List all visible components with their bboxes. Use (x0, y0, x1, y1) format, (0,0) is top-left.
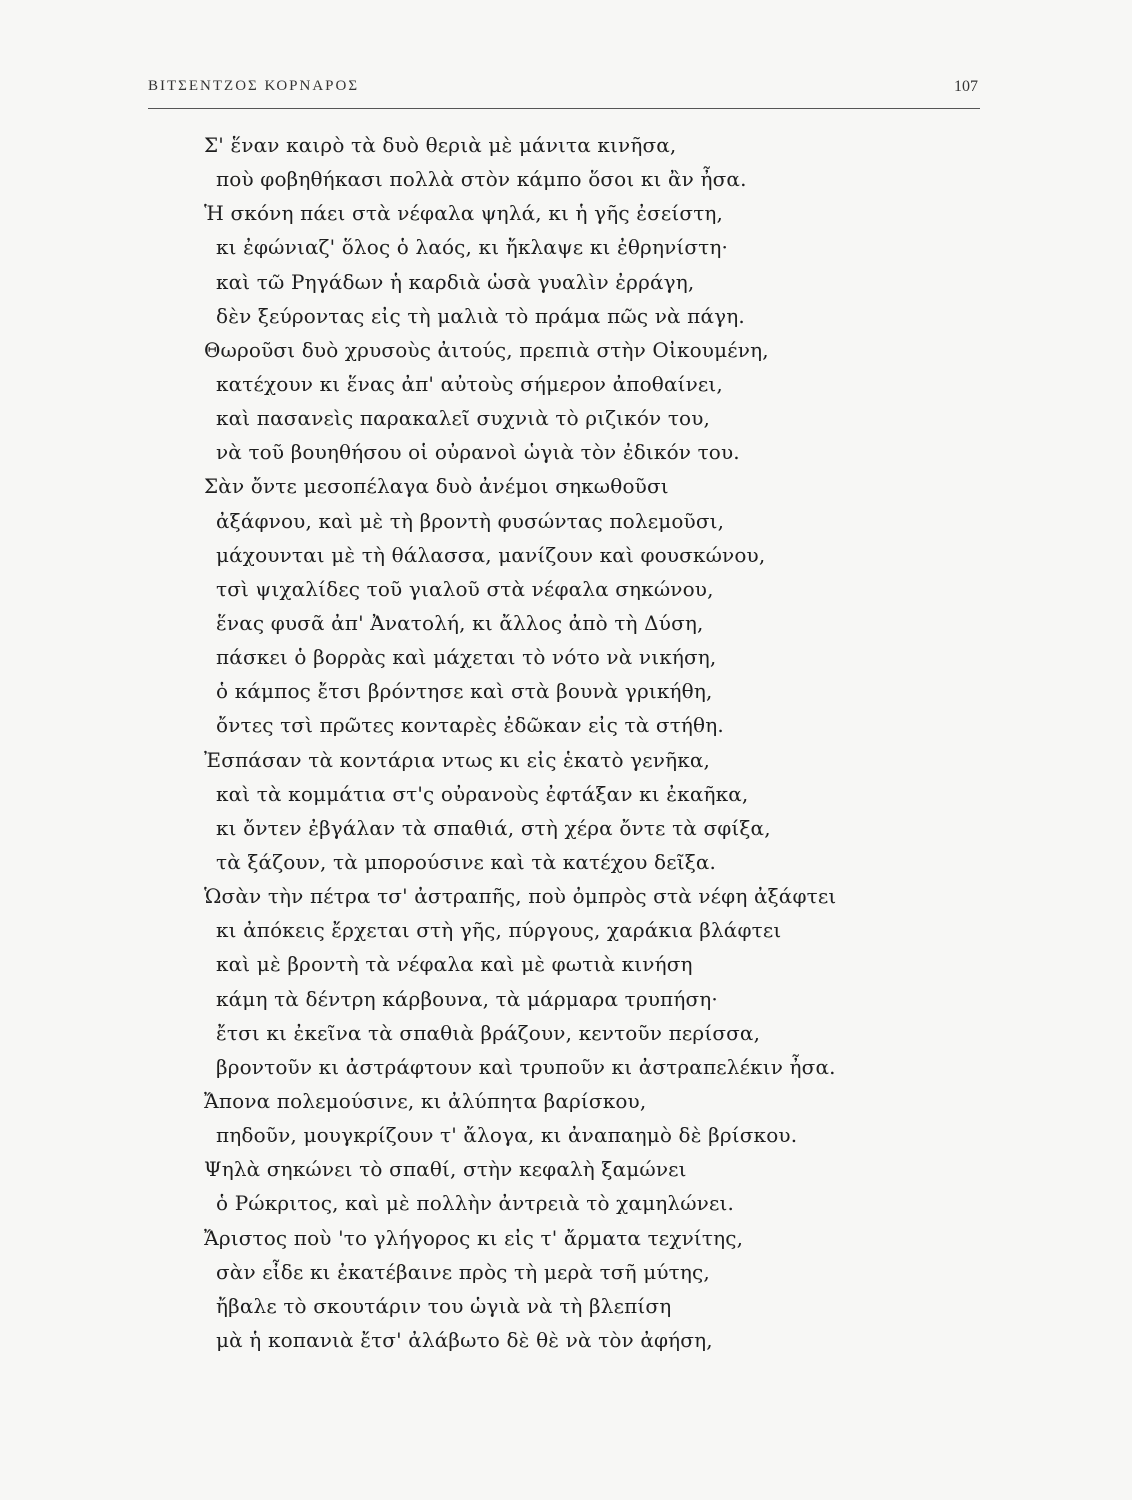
verse-line: ὁ κάμπος ἔτσι βρόντησε καὶ στὰ βουνὰ γρικήθη, (216, 679, 713, 704)
verse-line: ἔτσι κι ἐκεῖνα τὰ σπαθιὰ βράζουν, κεντοῦν περίσσα, (216, 1020, 761, 1045)
verse-line: Ἐσπάσαν τὰ κοντάρια ντως κι εἰς ἑκατὸ γενῆκα, (204, 747, 711, 772)
poem-text (204, 128, 976, 1357)
header-rule (148, 108, 980, 109)
verse-line: κι ἀπόκεις ἔρχεται στὴ γῆς, πύργους, χαράκια βλάφτει (216, 918, 782, 943)
page-header (148, 78, 978, 106)
verse-line: καὶ τῶ Ρηγάδων ἡ καρδιὰ ὡσὰ γυαλὶν ἐρράγη, (216, 269, 695, 294)
verse-line: κι ἐφώνιαζ' ὅλος ὁ λαός, κι ἤκλαψε κι ἐθρηνίστη· (216, 235, 729, 260)
verse-line: νὰ τοῦ βουηθήσου οἱ οὐρανοὶ ὡγιὰ τὸν ἐδικόν του. (216, 440, 740, 465)
verse-line: τὰ ξάζουν, τὰ μπορούσινε καὶ τὰ κατέχου δεῖξα. (216, 849, 717, 874)
verse-line: Σὰν ὄντε μεσοπέλαγα δυὸ ἀνέμοι σηκωθοῦσι (204, 474, 669, 499)
verse-line: Σ' ἕναν καιρὸ τὰ δυὸ θεριὰ μὲ μάνιτα κινῆσα, (204, 133, 677, 157)
verse-line: κάμη τὰ δέντρη κάρβουνα, τὰ μάρμαρα τρυπήση· (216, 986, 718, 1011)
verse-line: δὲν ξεύροντας εἰς τὴ μαλιὰ τὸ πράμα πῶς νὰ πάγη. (216, 303, 745, 328)
verse-line: καὶ τὰ κομμάτια στ'ς οὐρανοὺς ἐφτάξαν κι ἐκαῆκα, (216, 781, 749, 806)
verse-line: μάχουνται μὲ τὴ θάλασσα, μανίζουν καὶ φουσκώνου, (216, 542, 766, 567)
verse-line: ὁ Ρώκριτος, καὶ μὲ πολλὴν ἀντρειὰ τὸ χαμηλώνει. (216, 1191, 734, 1216)
running-head: ΒΙΤΣΕΝΤΖΟΣ ΚΟΡΝΑΡΟΣ (148, 78, 360, 94)
verse-line: ὄντες τσὶ πρῶτες κονταρὲς ἐδῶκαν εἰς τὰ στήθη. (216, 713, 724, 738)
verse-line: Ἄπονα πολεμούσινε, κι ἀλύπητα βαρίσκου, (204, 1088, 647, 1113)
verse-line: τσὶ ψιχαλίδες τοῦ γιαλοῦ στὰ νέφαλα σηκώνου, (216, 576, 714, 601)
verse-line: Ὡσὰν τὴν πέτρα τσ' ἀστραπῆς, ποὺ ὀμπρὸς στὰ νέφη ἀξάφτει (204, 884, 837, 909)
page-number: 107 (954, 78, 978, 95)
verse-line: κατέχουν κι ἕνας ἀπ' αὐτοὺς σήμερον ἀποθαίνει, (216, 371, 723, 396)
verse-line: ἕνας φυσᾶ ἀπ' Ἀνατολή, κι ἄλλος ἀπὸ τὴ Δύση, (216, 610, 704, 635)
verse-line: ἀξάφνου, καὶ μὲ τὴ βροντὴ φυσώντας πολεμοῦσι, (216, 508, 725, 533)
verse-line: καὶ πασανεὶς παρακαλεῖ συχνιὰ τὸ ριζικόν του, (216, 406, 711, 431)
verse-line: ἤβαλε τὸ σκουτάριν του ὡγιὰ νὰ τὴ βλεπίση (216, 1293, 672, 1318)
verse-line: πηδοῦν, μουγκρίζουν τ' ἄλογα, κι ἀναπαημὸ δὲ βρίσκου. (216, 1123, 798, 1148)
verse-line: πάσκει ὁ βορρὰς καὶ μάχεται τὸ νότο νὰ νικήση, (216, 645, 717, 670)
verse-line: σὰν εἶδε κι ἐκατέβαινε πρὸς τὴ μερὰ τσῆ μύτης, (216, 1259, 710, 1284)
verse-line: καὶ μὲ βροντὴ τὰ νέφαλα καὶ μὲ φωτιὰ κινήση (216, 952, 693, 977)
verse-line: μὰ ἡ κοπανιὰ ἔτσ' ἀλάβωτο δὲ θὲ νὰ τὸν ἀφήση, (216, 1327, 713, 1352)
verse-line: Ἡ σκόνη πάει στὰ νέφαλα ψηλά, κι ἡ γῆς ἐσείστη, (204, 201, 724, 226)
verse-line: ποὺ φοβηθήκασι πολλὰ στὸν κάμπο ὅσοι κι ἂν ἦσα. (216, 167, 747, 192)
verse-line: βροντοῦν κι ἀστράφτουν καὶ τρυποῦν κι ἀστραπελέκιν ἦσα. (216, 1054, 836, 1079)
verse-line: Θωροῦσι δυὸ χρυσοὺς ἀιτούς, πρεπιὰ στὴν Οἰκουμένη, (204, 337, 769, 362)
verse-line: Ψηλὰ σηκώνει τὸ σπαθί, στὴν κεφαλὴ ξαμώνει (204, 1157, 687, 1182)
verse-line: Ἄριστος ποὺ 'το γλήγορος κι εἰς τ' ἄρματα τεχνίτης, (204, 1225, 744, 1250)
verse-line: κι ὄντεν ἐβγάλαν τὰ σπαθιά, στὴ χέρα ὄντε τὰ σφίξα, (216, 815, 771, 840)
